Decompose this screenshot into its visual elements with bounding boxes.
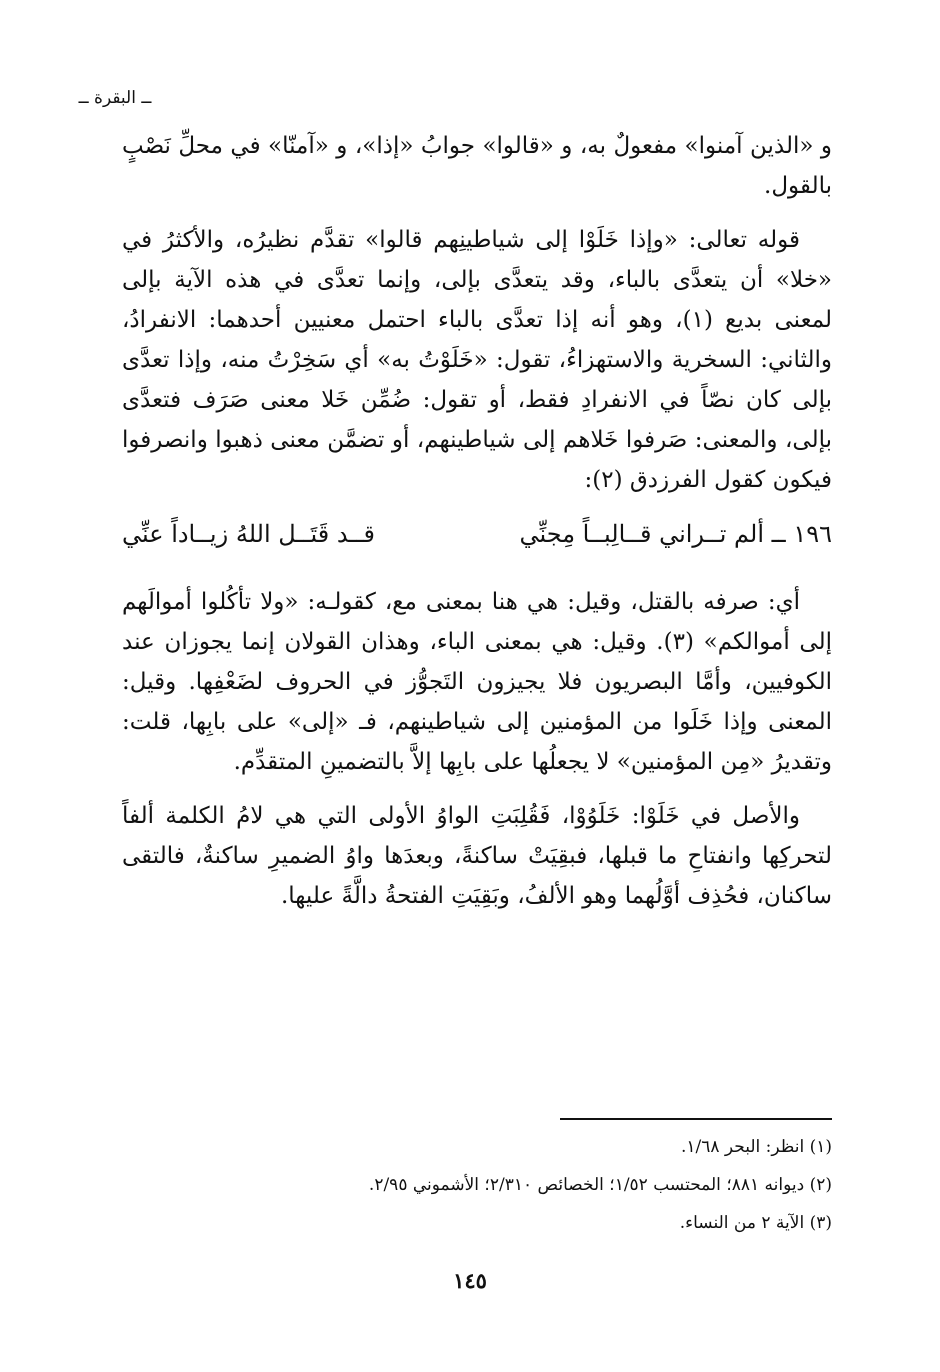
running-head: ــ البقرة ــ <box>78 88 152 108</box>
verse-second-hemistich: قــد قَتَــل اللهُ زيــاداً عنِّي <box>122 520 375 548</box>
poetry-verse <box>122 514 832 554</box>
paragraph: والأصل في خَلَوْا: خَلَوُوْا، فَقُلِبَتِ الواوُ الأولى التي هي لامُ الكلمة ألفاً لتحركِها وانفتاحِ ما قبلها، فبقِيَتْ ساكنةً، وبعدَها واوُ الضميرِ ساكنةٌ، فالتقى ساكنان، فحُذِف أوَّلُهما وهو الألفُ، وبَقِيَتِ الفتحةُ دالَّةً عليها. <box>122 803 832 909</box>
footnotes <box>132 1128 832 1242</box>
page-number: ١٤٥ <box>453 1268 487 1293</box>
footnote: (١) انظر: البحر ١/٦٨. <box>680 1137 832 1157</box>
paragraph: قوله تعالى: «وإذا خَلَوْا إلى شياطينِهم قالوا» تقدَّم نظيرُه، والأكثرُ في «خلا» أن يتعدَّى بالباء، وقد يتعدَّى بإلى، وإنما تعدَّى في هذه الآية بإلى لمعنى بديع (١)، وهو أنه إذا تعدَّى بالباء احتمل معنيين أحدهما: الانفرادُ، والثاني: السخرية والاستهزاءُ، تقول: «خَلَوْتُ به» أي سَخِرْتُ منه، وإذا تعدَّى بإلى كان نصّاً في الانفرادِ فقط، أو تقول: ضُمِّن خَلا معنى صَرَف فتعدَّى بإلى، والمعنى: صَرفوا خَلاهم إلى شياطينهم، أو تضمَّن معنى ذهبوا وانصرفوا فيكون كقول الفرزدق (٢): <box>122 227 833 493</box>
footnote: (٢) ديوانه ٨٨١؛ المحتسب ١/٥٢؛ الخصائص ٢/٣١٠؛ الأشموني ٢/٩٥. <box>368 1175 832 1195</box>
footnote: (٣) الآية ٢ من النساء. <box>679 1213 832 1233</box>
footnote-divider <box>560 1118 832 1120</box>
verse-first-hemistich: ١٩٦ ــ ألم تــراني قــالِبــاً مِجنِّي <box>519 520 832 548</box>
paragraph: أي: صرفه بالقتل، وقيل: هي هنا بمعنى مع، كقولـه: «ولا تأكُلوا أموالَهم إلى أموالكم» (٣). وقيل: هي بمعنى الباء، وهذان القولان إنما يجوزان عند الكوفيين، وأمَّا البصريون فلا يجيزون التَجوُّز في الحروف لضَعْفِها. وقيل: المعنى وإذا خَلَوا من المؤمنين إلى شياطينهم، فـ «إلى» على بابِها، قلت: وتقديرُ «مِن المؤمنين» لا يجعلُها على بابِها إلاَّ بالتضمينِ المتقدِّم. <box>122 589 832 775</box>
paragraph: و «الذين آمنوا» مفعولٌ به، و «قالوا» جوابُ «إذا»، و «آمنّا» في محلِّ نَصْبٍ بالقول. <box>122 133 832 199</box>
main-text <box>122 126 832 930</box>
